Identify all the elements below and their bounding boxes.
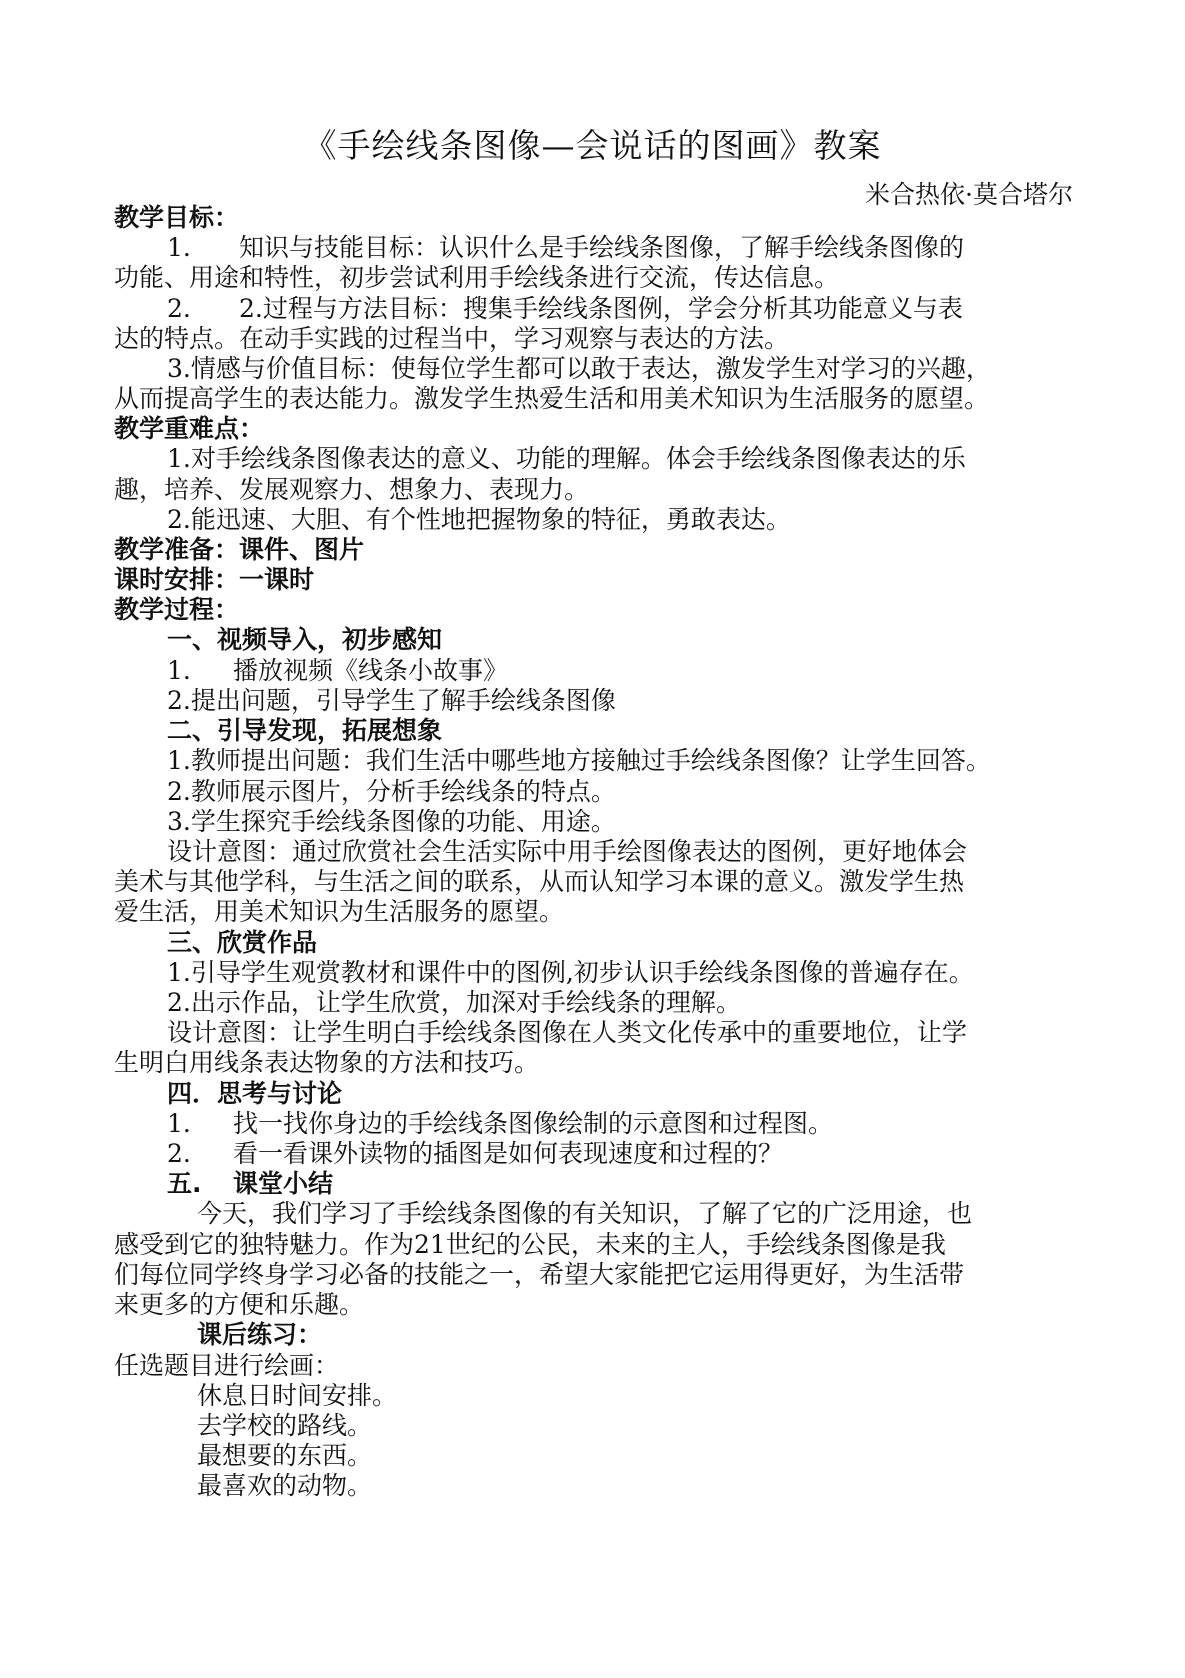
objective-item-3-continued: 从而提高学生的表达能力。激发学生热爱生活和用美术知识为生活服务的愿望。 — [114, 384, 990, 413]
teaching-prep: 教学准备：课件、图片 — [114, 535, 365, 564]
section-1-heading: 一、视频导入，初步感知 — [167, 625, 443, 654]
section-3-item-1: 1.引导学生观赏教材和课件中的图例,初步认识手绘线条图像的普遍存在。 — [167, 958, 974, 987]
process-heading: 教学过程： — [114, 595, 240, 624]
section-2-item-2: 2.教师展示图片，分析手绘线条的特点。 — [167, 777, 616, 806]
section-1-item-1-number: 1. — [167, 656, 191, 685]
section-5-heading — [167, 1168, 333, 1200]
section-2-intent: 设计意图：通过欣赏社会生活实际中用手绘图像表达的图例，更好地体会 — [167, 837, 968, 866]
section-2-item-3: 3.学生探究手绘线条图像的功能、用途。 — [167, 807, 616, 836]
class-schedule: 课时安排：一课时 — [114, 565, 315, 594]
section-2-intent-continued-2: 爱生活，用美术知识为生活服务的愿望。 — [114, 897, 565, 926]
section-3-intent-continued: 生明白用线条表达物象的方法和技巧。 — [114, 1048, 540, 1077]
homework-topic: 去学校的路线。 — [197, 1411, 373, 1440]
section-1-item-1-text: 播放视频《线条小故事》 — [233, 656, 509, 685]
section-4-heading: 四．思考与讨论 — [167, 1079, 343, 1108]
section-3-item-2: 2.出示作品，让学生欣赏，加深对手绘线条的理解。 — [167, 988, 741, 1017]
objective-item-2 — [167, 293, 963, 325]
objective-item-3: 3.情感与价值目标：使每位学生都可以敢于表达，激发学生对学习的兴趣， — [167, 354, 991, 383]
key-points-heading: 教学重难点： — [114, 414, 265, 443]
objective-item-1-text: 知识与技能目标：认识什么是手绘线条图像，了解手绘线条图像的 — [239, 233, 965, 262]
objective-item-2-continued: 达的特点。在动手实践的过程当中，学习观察与表达的方法。 — [114, 324, 790, 353]
objective-item-2-text: 2.过程与方法目标：搜集手绘线条图例，学会分析其功能意义与表 — [239, 294, 963, 323]
homework-topic: 最喜欢的动物。 — [197, 1471, 373, 1500]
homework-intro: 任选题目进行绘画： — [114, 1351, 340, 1380]
section-4-item-2 — [167, 1138, 783, 1170]
objective-item-1-number: 1. — [167, 233, 191, 262]
document-author: 米合热依·莫合塔尔 — [865, 180, 1073, 209]
section-3-intent: 设计意图：让学生明白手绘线条图像在人类文化传承中的重要地位，让学 — [167, 1018, 968, 1047]
section-2-item-1: 1.教师提出问题：我们生活中哪些地方接触过手绘线条图像？让学生回答。 — [167, 746, 991, 775]
section-2-intent-continued-1: 美术与其他学科，与生活之间的联系，从而认知学习本课的意义。激发学生热 — [114, 867, 965, 896]
section-4-item-1-number: 1. — [167, 1109, 191, 1138]
section-1-item-1 — [167, 655, 508, 687]
section-2-heading: 二、引导发现，拓展想象 — [167, 716, 443, 745]
objective-item-1-continued: 功能、用途和特性，初步尝试利用手绘线条进行交流，传达信息。 — [114, 263, 840, 292]
section-4-item-1 — [167, 1108, 833, 1140]
section-3-heading: 三、欣赏作品 — [167, 928, 318, 957]
homework-heading: 课后练习： — [197, 1320, 323, 1349]
homework-topic: 休息日时间安排。 — [197, 1381, 398, 1410]
objectives-heading: 教学目标： — [114, 203, 240, 232]
section-4-item-1-text: 找一找你身边的手绘线条图像绘制的示意图和过程图。 — [233, 1109, 834, 1138]
homework-topic: 最想要的东西。 — [197, 1441, 373, 1470]
summary-paragraph-line-4: 来更多的方便和乐趣。 — [114, 1290, 365, 1319]
section-1-item-2: 2.提出问题，引导学生了解手绘线条图像 — [167, 686, 616, 715]
objective-item-1 — [167, 232, 964, 264]
key-point-2: 2.能迅速、大胆、有个性地把握物象的特征，勇敢表达。 — [167, 505, 791, 534]
key-point-1-continued: 趣，培养、发展观察力、想象力、表现力。 — [114, 475, 590, 504]
key-point-1: 1.对手绘线条图像表达的意义、功能的理解。体会手绘线条图像表达的乐 — [167, 444, 966, 473]
section-4-item-2-text: 看一看课外读物的插图是如何表现速度和过程的？ — [233, 1139, 784, 1168]
document-title: 《手绘线条图像—会说话的图画》教案 — [303, 126, 882, 165]
section-5-heading-text: 课堂小结 — [233, 1169, 334, 1198]
summary-paragraph-line-3: 们每位同学终身学习必备的技能之一，希望大家能把它运用得更好，为生活带 — [114, 1260, 965, 1289]
section-5-heading-number: 五. — [167, 1169, 202, 1198]
summary-paragraph-line-2: 感受到它的独特魅力。作为21世纪的公民，未来的主人，手绘线条图像是我 — [114, 1230, 946, 1259]
section-4-item-2-number: 2. — [167, 1139, 191, 1168]
objective-item-2-number: 2. — [167, 294, 191, 323]
summary-paragraph-line-1: 今天，我们学习了手绘线条图像的有关知识，了解了它的广泛用途，也 — [197, 1199, 973, 1228]
